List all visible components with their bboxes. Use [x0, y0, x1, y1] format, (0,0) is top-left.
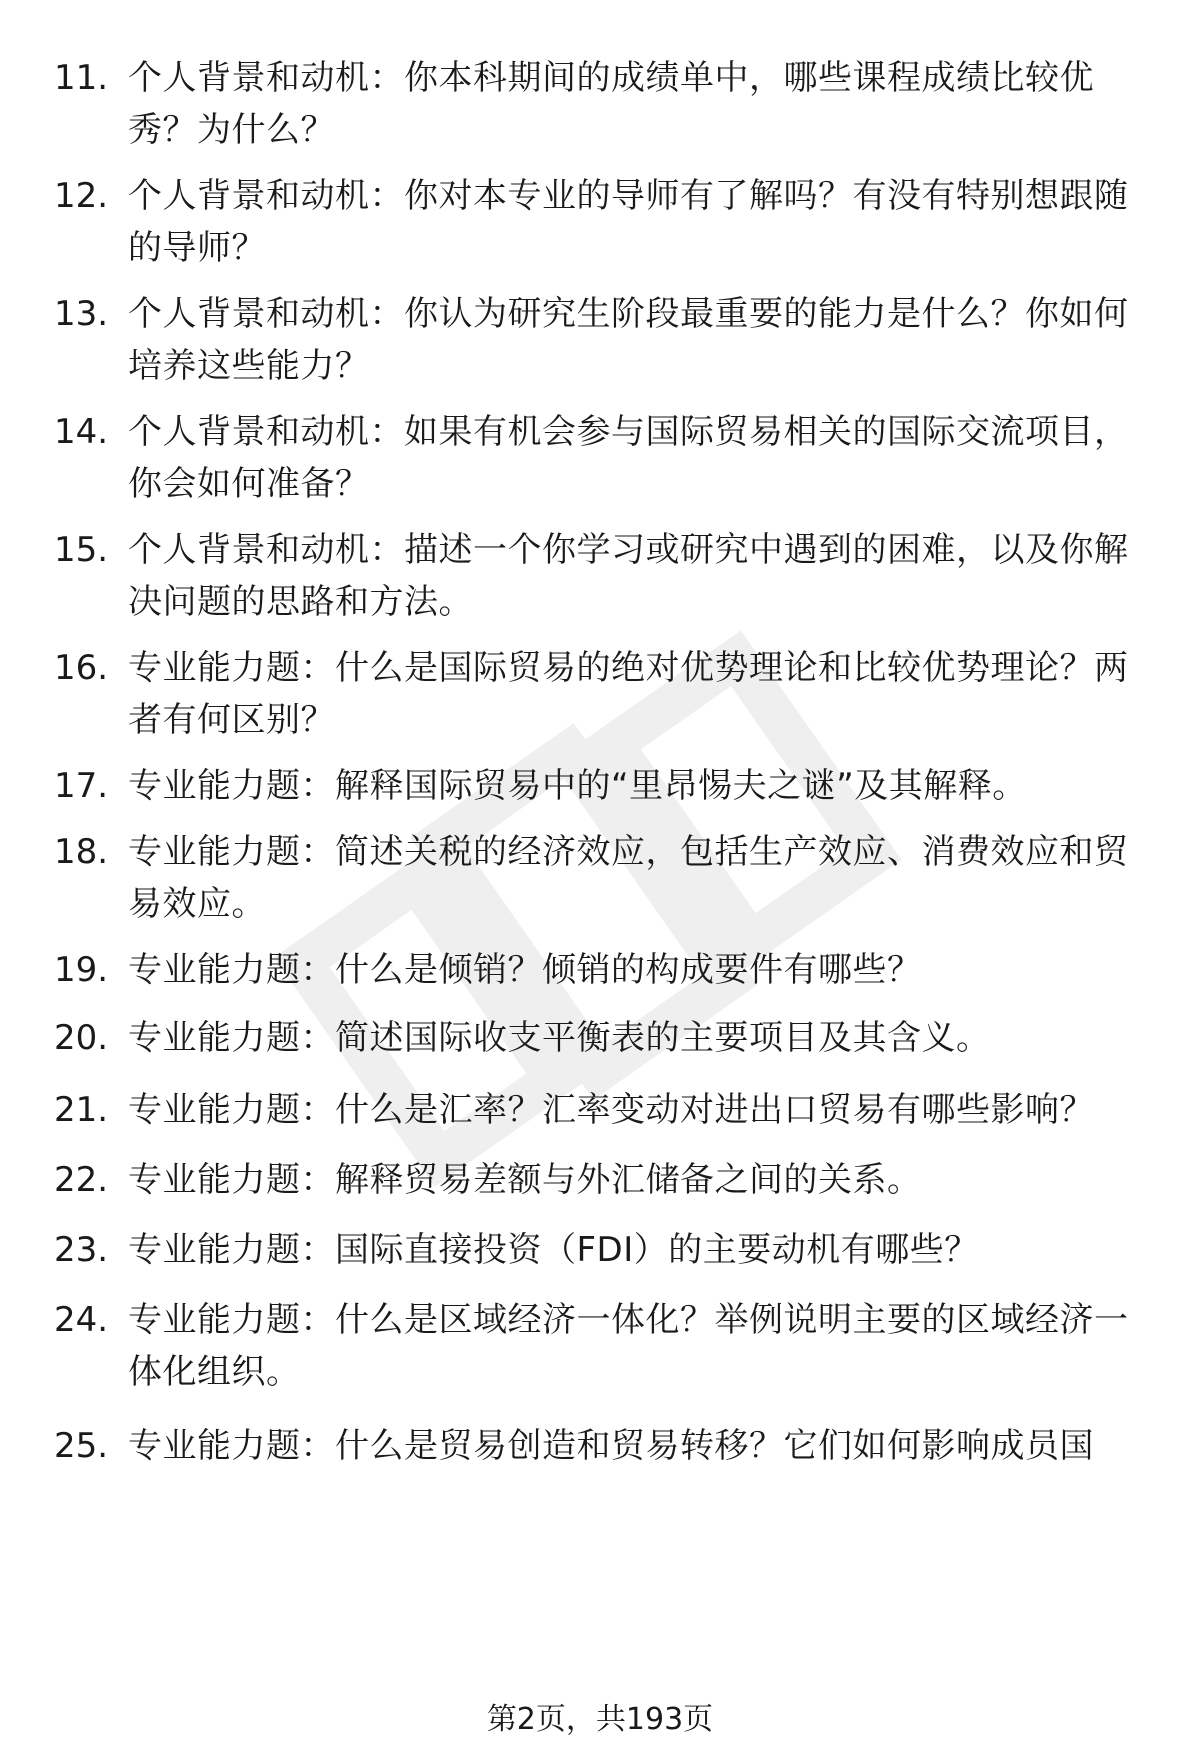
- question-number: 18.: [54, 832, 109, 872]
- question-number: 24.: [54, 1300, 109, 1340]
- question-text: 专业能力题：国际直接投资（FDI）的主要动机有哪些？: [128, 1230, 979, 1270]
- question-number: 16.: [54, 648, 109, 688]
- list-item: [0, 52, 1200, 156]
- question-number: 13.: [54, 294, 109, 334]
- question-text: 专业能力题：什么是汇率？汇率变动对进出口贸易有哪些影响？: [128, 1090, 1094, 1130]
- list-item: [0, 760, 1200, 812]
- question-text: 专业能力题：什么是区域经济一体化？举例说明主要的区域经济一体化组织。: [128, 1300, 1129, 1392]
- question-number: 23.: [54, 1230, 109, 1270]
- question-number: 12.: [54, 176, 109, 216]
- question-number: 17.: [54, 766, 109, 806]
- list-item: [0, 1084, 1200, 1136]
- question-number: 11.: [54, 58, 109, 98]
- page-footer: 第2页，共193页: [486, 1702, 714, 1737]
- question-number: 20.: [54, 1018, 109, 1058]
- question-number: 22.: [54, 1160, 109, 1200]
- question-text: 专业能力题：简述国际收支平衡表的主要项目及其含义。: [128, 1018, 991, 1058]
- question-text: 专业能力题：简述关税的经济效应，包括生产效应、消费效应和贸易效应。: [128, 832, 1129, 924]
- list-item: [0, 1420, 1200, 1472]
- list-item: [0, 826, 1200, 930]
- list-item: [0, 288, 1200, 392]
- question-text: 个人背景和动机：你认为研究生阶段最重要的能力是什么？你如何培养这些能力？: [128, 294, 1129, 386]
- list-item: [0, 1294, 1200, 1398]
- list-item: [0, 944, 1200, 996]
- question-text: 专业能力题：什么是贸易创造和贸易转移？它们如何影响成员国: [128, 1426, 1094, 1466]
- question-text: 专业能力题：什么是倾销？倾销的构成要件有哪些？: [128, 950, 922, 990]
- list-item: [0, 1012, 1200, 1064]
- list-item: [0, 170, 1200, 274]
- question-number: 19.: [54, 950, 109, 990]
- list-item: [0, 406, 1200, 510]
- question-text: 个人背景和动机：描述一个你学习或研究中遇到的困难，以及你解决问题的思路和方法。: [128, 530, 1129, 622]
- list-item: [0, 642, 1200, 746]
- question-text: 专业能力题：解释贸易差额与外汇储备之间的关系。: [128, 1160, 922, 1200]
- question-text: 专业能力题：什么是国际贸易的绝对优势理论和比较优势理论？两者有何区别？: [128, 648, 1129, 740]
- question-text: 个人背景和动机：你本科期间的成绩单中，哪些课程成绩比较优秀？为什么？: [128, 58, 1094, 150]
- question-number: 15.: [54, 530, 109, 570]
- question-text: 专业能力题：解释国际贸易中的“里昂惕夫之谜”及其解释。: [128, 766, 1027, 806]
- question-number: 21.: [54, 1090, 109, 1130]
- question-number: 25.: [54, 1426, 109, 1466]
- list-item: [0, 1224, 1200, 1276]
- list-item: [0, 1154, 1200, 1206]
- list-item: [0, 524, 1200, 628]
- question-text: 个人背景和动机：如果有机会参与国际贸易相关的国际交流项目，你会如何准备？: [128, 412, 1129, 504]
- question-text: 个人背景和动机：你对本专业的导师有了解吗？有没有特别想跟随的导师？: [128, 176, 1129, 268]
- question-number: 14.: [54, 412, 109, 452]
